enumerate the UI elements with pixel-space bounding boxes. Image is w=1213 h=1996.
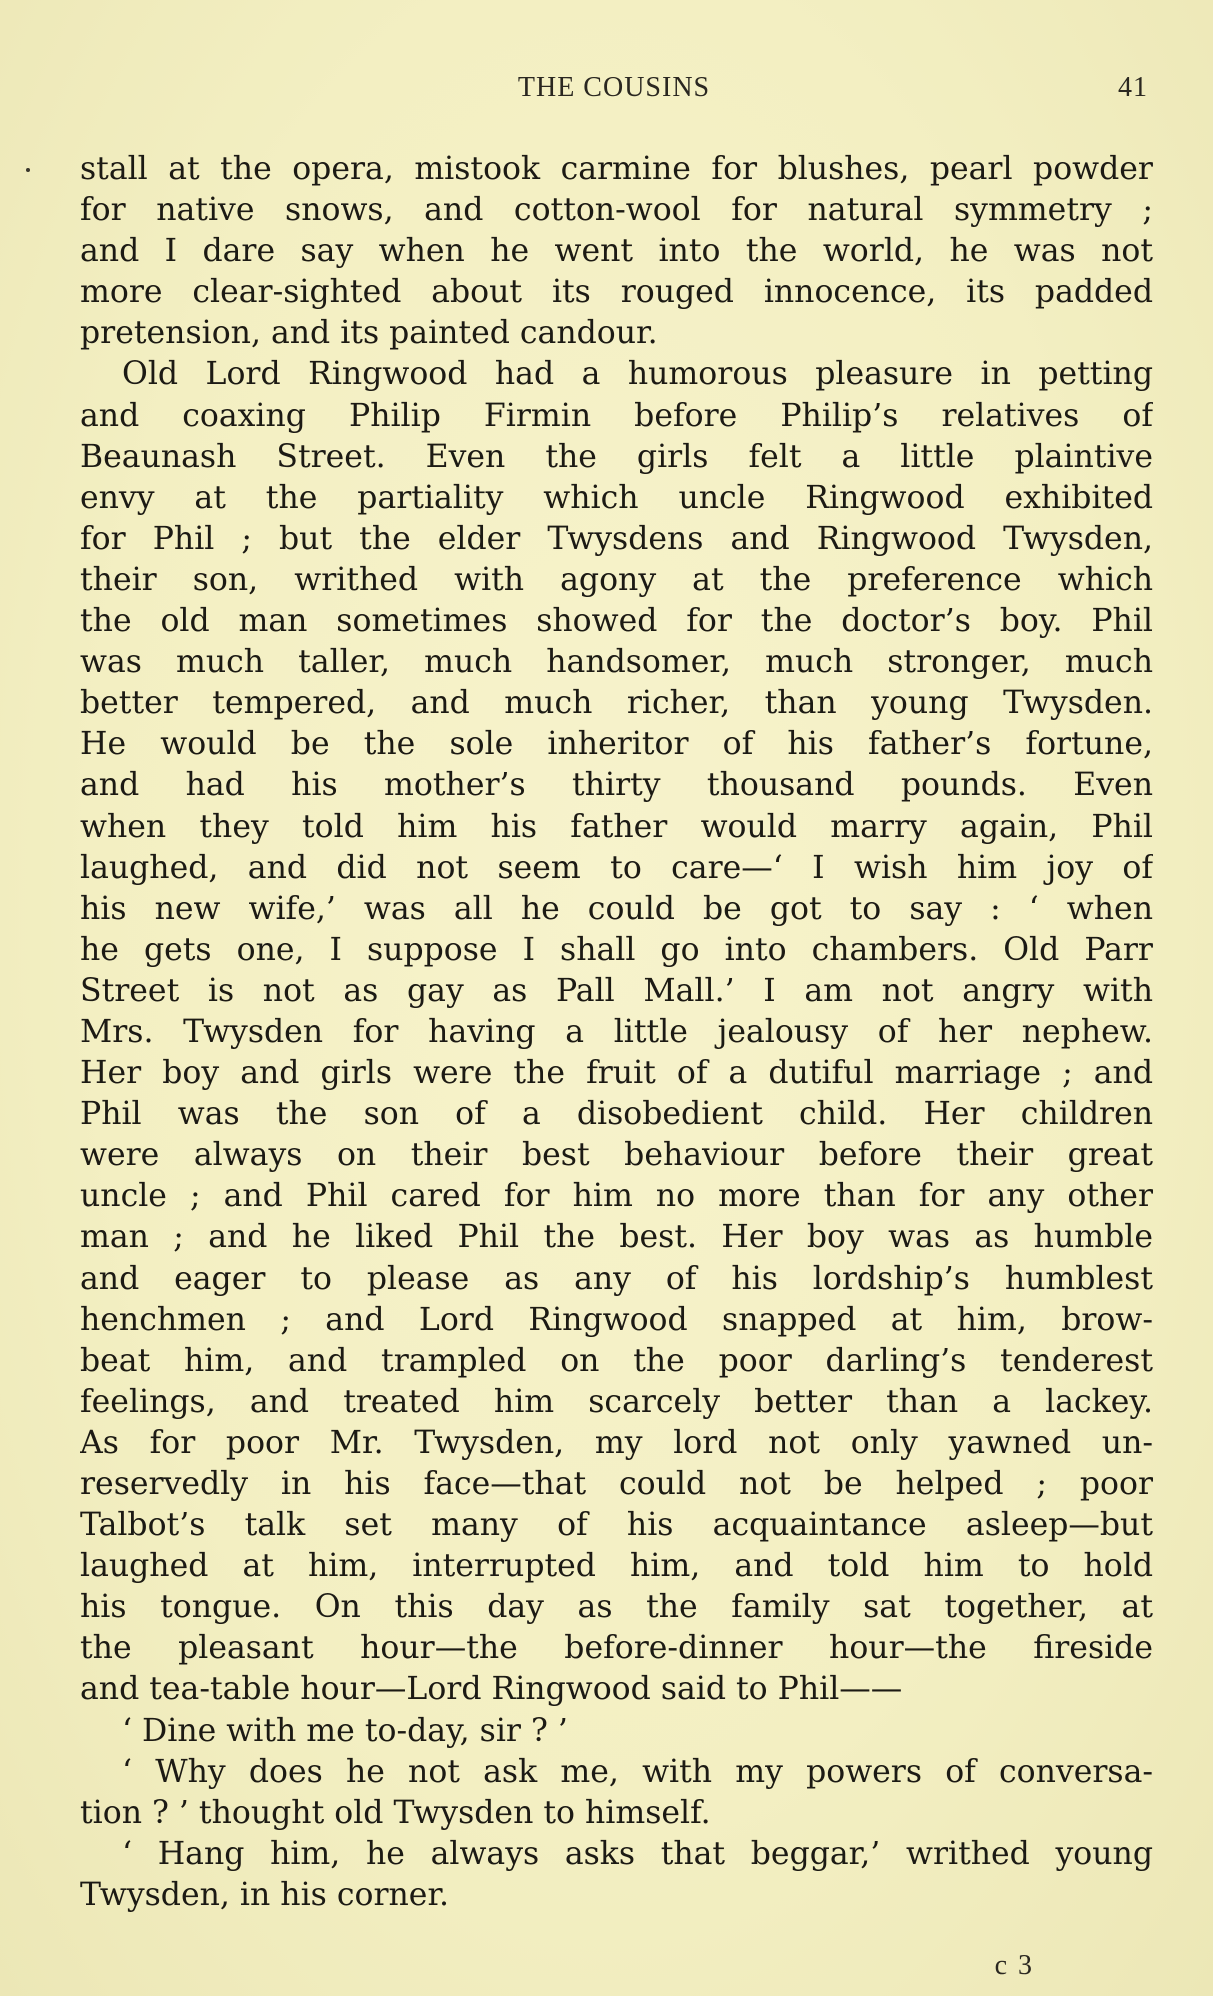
text-line: better tempered, and much richer, than young Twysden.: [80, 685, 1153, 722]
text-line: his new wife,’ was all he could be got to say : ‘ when: [80, 890, 1153, 927]
text-line: the pleasant hour—the before-dinner hour—the fireside: [80, 1630, 1153, 1667]
running-title: THE COUSINS: [517, 72, 711, 103]
text-line: was much taller, much handsomer, much stronger, much: [80, 644, 1153, 681]
text-line: his tongue. On this day as the family sat together, at: [80, 1589, 1153, 1626]
text-line: Twysden, in his corner.: [80, 1876, 450, 1913]
text-line: Talbot’s talk set many of his acquaintance asleep—but: [80, 1507, 1153, 1544]
text-line: stall at the opera, mistook carmine for blushes, pearl powder: [80, 151, 1153, 187]
text-line: beat him, and trampled on the poor darling’s tenderest: [80, 1342, 1153, 1379]
text-line: for native snows, and cotton-wool for natural symmetry ;: [80, 192, 1153, 229]
text-line: Mrs. Twysden for having a little jealousy of her nephew.: [80, 1013, 1153, 1050]
text-line: he gets one, I suppose I shall go into chambers. Old Parr: [80, 931, 1153, 968]
text-line: the old man sometimes showed for the doctor’s boy. Phil: [80, 603, 1153, 640]
text-line: Old Lord Ringwood had a humorous pleasure in petting: [122, 356, 1153, 393]
text-line: Street is not as gay as Pall Mall.’ I am not angry with: [80, 972, 1153, 1009]
text-line: and I dare say when he went into the world, he was not: [80, 233, 1153, 270]
text-line: laughed, and did not seem to care—‘ I wish him joy of: [80, 849, 1153, 886]
text-line: more clear-sighted about its rouged innocence, its padded: [80, 274, 1153, 311]
margin-mark: [26, 168, 30, 172]
text-line: ‘ Why does he not ask me, with my powers of conversa-: [122, 1753, 1153, 1790]
text-line: reservedly in his face—that could not be helped ; poor: [80, 1466, 1153, 1502]
text-line: Her boy and girls were the fruit of a dutiful marriage ; and: [80, 1055, 1153, 1092]
text-line: ‘ Hang him, he always asks that beggar,’ writhed young: [122, 1835, 1153, 1872]
text-line: and coaxing Philip Firmin before Philip’s relatives of: [80, 397, 1153, 434]
text-line: ‘ Dine with me to-day, sir ? ’: [122, 1712, 568, 1749]
text-line: He would be the sole inheritor of his father’s fortune,: [80, 726, 1153, 763]
text-line: laughed at him, interrupted him, and told him to hold: [80, 1548, 1153, 1585]
text-line: As for poor Mr. Twysden, my lord not only yawned un-: [80, 1424, 1153, 1461]
text-line: and had his mother’s thirty thousand pounds. Even: [80, 767, 1153, 804]
text-line: man ; and he liked Phil the best. Her boy was as humble: [80, 1219, 1153, 1256]
text-line: when they told him his father would marry again, Phil: [80, 808, 1153, 845]
text-line: envy at the partiality which uncle Ringwood exhibited: [80, 479, 1153, 516]
text-line: and eager to please as any of his lordship’s humblest: [80, 1260, 1153, 1297]
text-line: pretension, and its painted candour.: [80, 315, 658, 352]
text-line: for Phil ; but the elder Twysdens and Ringwood Twysden,: [80, 520, 1153, 557]
text-line: tion ? ’ thought old Twysden to himself.: [80, 1794, 711, 1831]
text-line: uncle ; and Phil cared for him no more than for any other: [80, 1178, 1153, 1215]
text-line: henchmen ; and Lord Ringwood snapped at him, brow-: [80, 1301, 1153, 1338]
text-line: Beaunash Street. Even the girls felt a little plaintive: [80, 438, 1153, 475]
text-line: feelings, and treated him scarcely better than a lackey.: [80, 1383, 1153, 1420]
text-line: Phil was the son of a disobedient child. Her children: [80, 1096, 1153, 1133]
page-number: 41: [1118, 72, 1148, 103]
body-text: [80, 149, 1153, 1916]
page-header: [80, 72, 1148, 112]
text-line: their son, writhed with agony at the preference which: [80, 561, 1153, 598]
text-line: were always on their best behaviour before their great: [80, 1137, 1153, 1174]
signature-mark: c 3: [994, 1950, 1034, 1981]
text-line: and tea-table hour—Lord Ringwood said to Phil——: [80, 1671, 903, 1708]
